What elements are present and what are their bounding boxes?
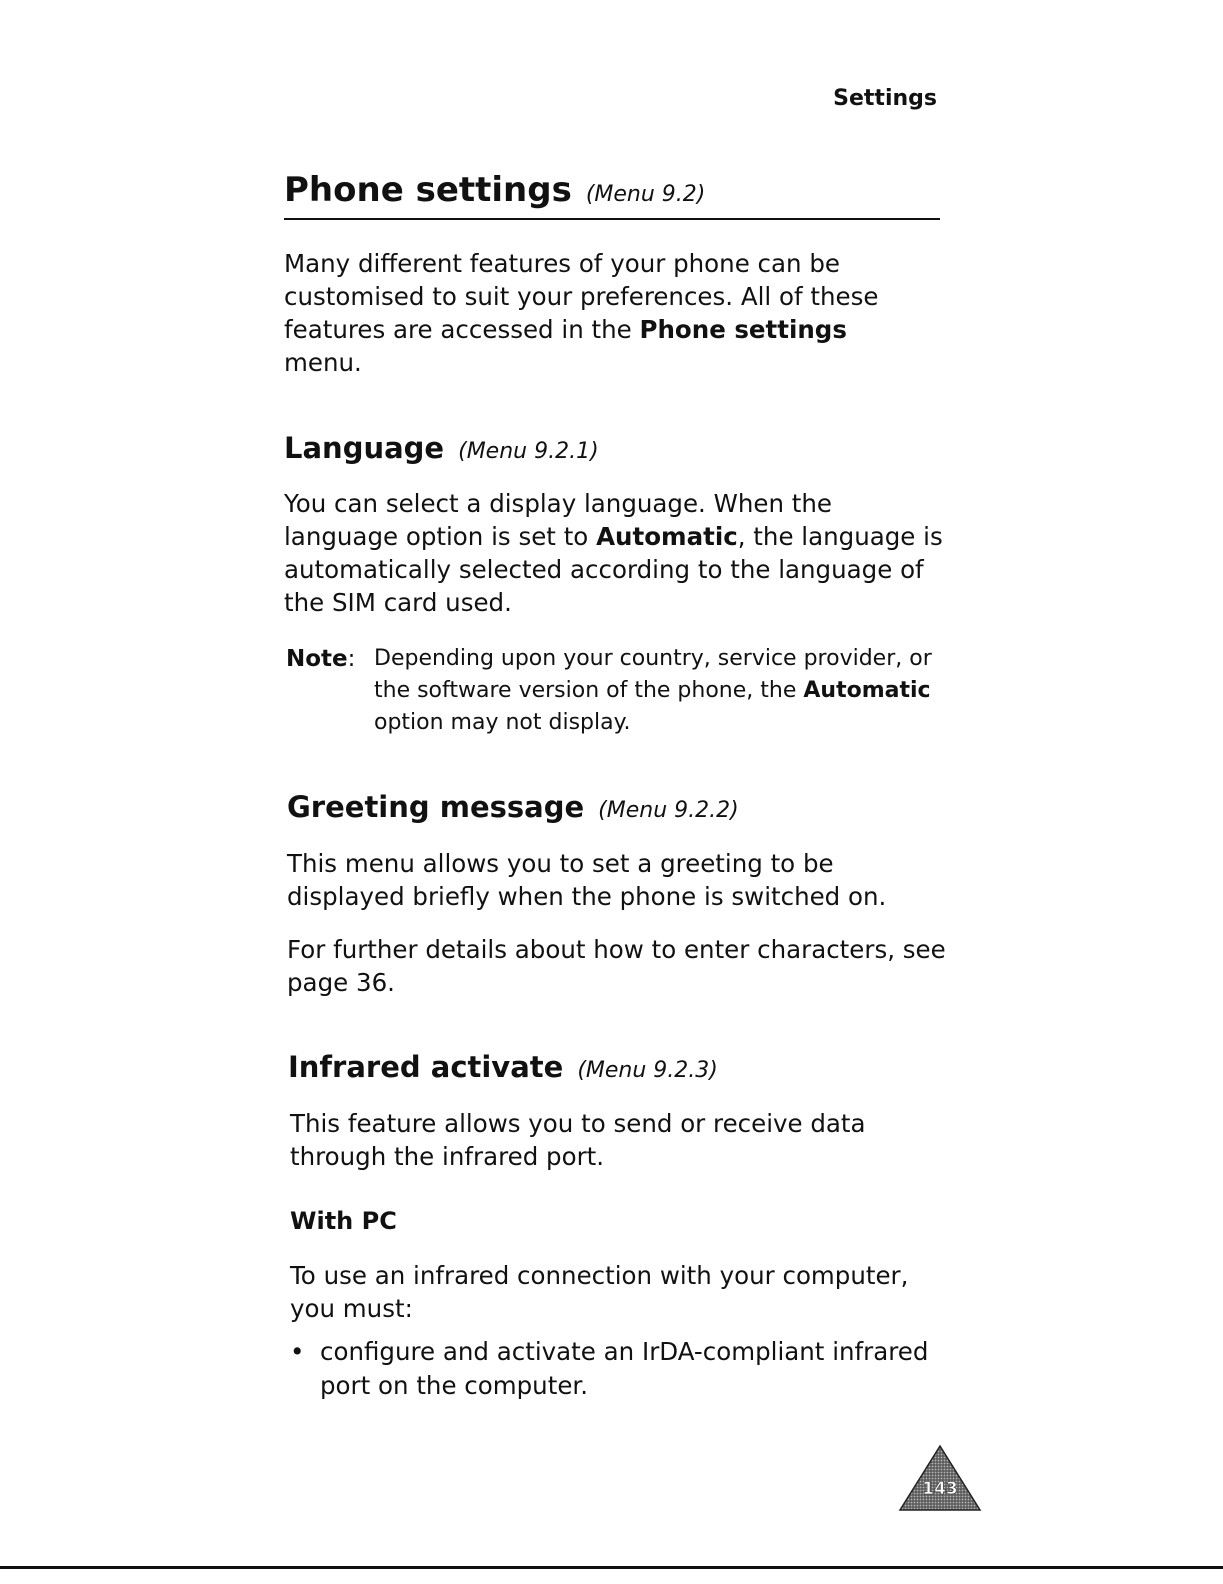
greeting-paragraph-1: This menu allows you to set a greeting to be displayed briefly when the phone is switched on. — [287, 849, 887, 911]
list-item-text: configure and activate an IrDA-compliant infrared port on the computer. — [320, 1337, 929, 1400]
section-title: Phone settings — [284, 170, 572, 210]
page-number: 143 — [922, 1479, 958, 1499]
list-item — [290, 1335, 950, 1403]
intro-paragraph: Many different features of your phone can be customised to suit your preferences. All of these features are accessed in the Phone settings menu. — [284, 249, 879, 377]
language-paragraph: You can select a display language. When the language option is set to Automatic, the language is automatically selected according to the language of the SIM card used. — [284, 489, 943, 617]
with-pc-paragraph: To use an infrared connection with your computer, you must: — [290, 1261, 909, 1323]
menu-reference: (Menu 9.2.2) — [598, 798, 739, 823]
subsection-heading-language — [284, 431, 599, 465]
infrared-paragraph: This feature allows you to send or receive data through the infrared port. — [290, 1109, 866, 1171]
menu-reference: (Menu 9.2) — [585, 182, 706, 207]
subsection-title: Language — [284, 431, 445, 465]
page-number-badge — [898, 1444, 982, 1514]
subsection-title: Infrared activate — [288, 1050, 564, 1084]
triangle-icon — [900, 1446, 980, 1510]
note-label: Note: — [286, 646, 356, 672]
section-heading-phone-settings — [284, 170, 940, 220]
note-text: Depending upon your country, service provider, or the software version of the phone, the Automatic option may not display. — [374, 646, 932, 735]
subsection-heading-greeting — [287, 790, 739, 824]
subheading-with-pc: With PC — [290, 1207, 397, 1235]
note-block — [286, 643, 936, 739]
menu-reference: (Menu 9.2.1) — [458, 439, 599, 464]
bottom-divider — [0, 1566, 1223, 1569]
menu-reference: (Menu 9.2.3) — [577, 1058, 718, 1083]
subsection-heading-infrared — [288, 1050, 718, 1084]
running-header: Settings — [833, 86, 937, 111]
subsection-title: Greeting message — [287, 790, 585, 824]
greeting-paragraph-2: For further details about how to enter characters, see page 36. — [287, 935, 946, 997]
bullet-icon: • — [290, 1337, 305, 1366]
